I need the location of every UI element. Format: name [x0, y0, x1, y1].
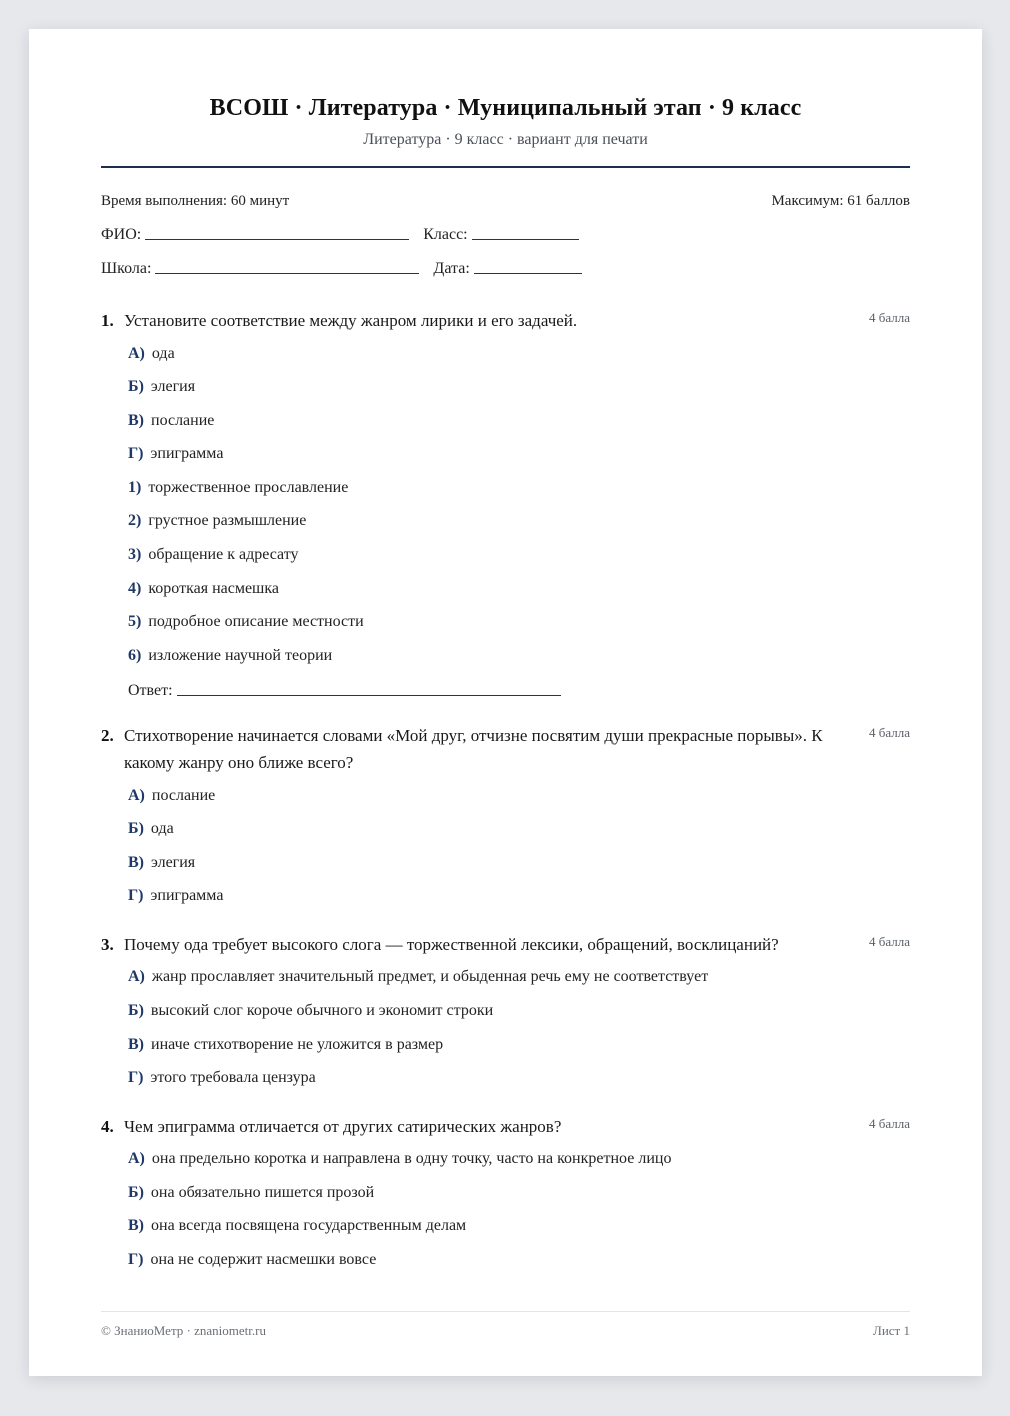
- question-3: [101, 931, 910, 1086]
- class-field[interactable]: [472, 225, 579, 240]
- option-label: Б): [128, 1002, 144, 1019]
- option-6[interactable]: [101, 647, 332, 665]
- option-label: В): [128, 854, 144, 871]
- footer-divider: [101, 1311, 910, 1312]
- option-text: она предельно коротка и направлена в одну точку, часто на конкретное лицо: [151, 1150, 672, 1167]
- option-label: А): [128, 787, 145, 804]
- question-header: [101, 931, 910, 958]
- class-label: Класс:: [423, 226, 468, 243]
- option-b[interactable]: [101, 820, 174, 838]
- option-label: 5): [128, 613, 142, 630]
- option-text: ода: [151, 345, 175, 362]
- option-text: элегия: [150, 378, 196, 395]
- question-points: 4 балла: [869, 934, 910, 949]
- date-label: Дата:: [433, 260, 470, 277]
- fio-label: ФИО:: [101, 226, 142, 243]
- school-field[interactable]: [155, 259, 419, 274]
- option-b[interactable]: [101, 1002, 493, 1020]
- option-text: она всегда посвящена государственным делам: [151, 1217, 467, 1234]
- max-score: Максимум: 61 баллов: [771, 193, 910, 209]
- option-label: 3): [128, 546, 142, 563]
- question-points: 4 балла: [869, 725, 910, 740]
- footer-copyright: © ЗнаниоМетр · znaniometr.ru: [101, 1323, 266, 1338]
- option-label: Г): [128, 887, 144, 904]
- option-text: послание: [151, 412, 215, 429]
- option-text: эпиграмма: [150, 445, 224, 462]
- school-date-row: [101, 259, 582, 278]
- option-text: этого требовала цензура: [150, 1069, 316, 1086]
- option-3[interactable]: [101, 546, 299, 564]
- option-text: жанр прославляет значительный предмет, и обыденная речь ему не соответствует: [151, 968, 709, 985]
- option-text: торжественное прославление: [148, 479, 349, 496]
- question-text: Установите соответствие между жанром лирики и его задачей.: [124, 311, 578, 330]
- question-2: [101, 722, 910, 904]
- option-label: А): [128, 968, 145, 985]
- option-label: 2): [128, 512, 142, 529]
- option-a[interactable]: [101, 1150, 671, 1168]
- option-text: изложение научной теории: [148, 647, 333, 664]
- option-5[interactable]: [101, 613, 364, 631]
- option-label: Г): [128, 1069, 144, 1086]
- option-4[interactable]: [101, 580, 279, 598]
- option-label: Г): [128, 1251, 144, 1268]
- question-text: Стихотворение начинается словами «Мой друг, отчизне посвятим души прекрасные порывы». К какому жанру оно ближе всего?: [124, 726, 823, 772]
- option-a[interactable]: [101, 345, 175, 363]
- option-b[interactable]: [101, 378, 195, 396]
- question-number: 3.: [101, 935, 114, 954]
- option-text: элегия: [151, 854, 196, 871]
- question-4: [101, 1113, 910, 1268]
- option-text: короткая насмешка: [148, 580, 280, 597]
- option-text: послание: [151, 787, 216, 804]
- page-subtitle: Литература · 9 класс · вариант для печати: [363, 131, 648, 148]
- option-text: подробное описание местности: [148, 613, 364, 630]
- option-label: А): [128, 1150, 145, 1167]
- option-label: 6): [128, 647, 142, 664]
- question-1: [101, 307, 910, 699]
- school-label: Школа:: [101, 260, 152, 277]
- option-a[interactable]: [101, 787, 215, 805]
- option-v[interactable]: [101, 412, 214, 430]
- option-1[interactable]: [101, 479, 348, 497]
- option-label: В): [128, 1036, 144, 1053]
- question-header: [101, 307, 910, 334]
- option-label: В): [128, 412, 144, 429]
- option-g[interactable]: [101, 887, 223, 905]
- option-text: она обязательно пишется прозой: [150, 1184, 375, 1201]
- option-g[interactable]: [101, 445, 223, 463]
- option-text: грустное размышление: [148, 512, 307, 529]
- answer-row: [101, 681, 561, 700]
- footer-page-number: Лист 1: [873, 1323, 910, 1338]
- fio-field[interactable]: [145, 225, 409, 240]
- time-limit: Время выполнения: 60 минут: [101, 193, 290, 209]
- option-a[interactable]: [101, 968, 708, 986]
- option-text: эпиграмма: [150, 887, 224, 904]
- option-text: иначе стихотворение не уложится в размер: [151, 1036, 444, 1053]
- option-label: 1): [128, 479, 142, 496]
- option-label: Б): [128, 378, 144, 395]
- option-label: 4): [128, 580, 142, 597]
- name-class-row: [101, 225, 579, 244]
- question-number: 1.: [101, 311, 114, 330]
- option-label: Б): [128, 820, 144, 837]
- option-v[interactable]: [101, 1036, 443, 1054]
- option-label: Б): [128, 1184, 144, 1201]
- option-label: Г): [128, 445, 144, 462]
- option-v[interactable]: [101, 1217, 466, 1235]
- option-b[interactable]: [101, 1184, 374, 1202]
- option-2[interactable]: [101, 512, 306, 530]
- option-text: обращение к адресату: [148, 546, 299, 563]
- question-points: 4 балла: [869, 310, 910, 325]
- question-points: 4 балла: [869, 1116, 910, 1131]
- date-field[interactable]: [474, 259, 582, 274]
- question-number: 2.: [101, 726, 114, 745]
- question-header: [101, 722, 910, 776]
- option-label: В): [128, 1217, 144, 1234]
- option-g[interactable]: [101, 1069, 316, 1087]
- question-header: [101, 1113, 910, 1140]
- question-text: Почему ода требует высокого слога — торжественной лексики, обращений, восклицаний?: [124, 935, 779, 954]
- option-v[interactable]: [101, 854, 195, 872]
- answer-label: Ответ:: [128, 682, 173, 699]
- option-label: А): [128, 345, 145, 362]
- header-divider: [101, 166, 910, 168]
- answer-field[interactable]: [177, 681, 561, 696]
- exam-sheet: [29, 29, 982, 1376]
- question-number: 4.: [101, 1117, 114, 1136]
- option-text: высокий слог короче обычного и экономит строки: [150, 1002, 494, 1019]
- question-text: Чем эпиграмма отличается от других сатирических жанров?: [124, 1117, 562, 1136]
- option-text: ода: [150, 820, 174, 837]
- page-title: ВСОШ · Литература · Муниципальный этап · 9 класс: [209, 95, 802, 121]
- option-g[interactable]: [101, 1251, 376, 1269]
- option-text: она не содержит насмешки вовсе: [150, 1251, 377, 1268]
